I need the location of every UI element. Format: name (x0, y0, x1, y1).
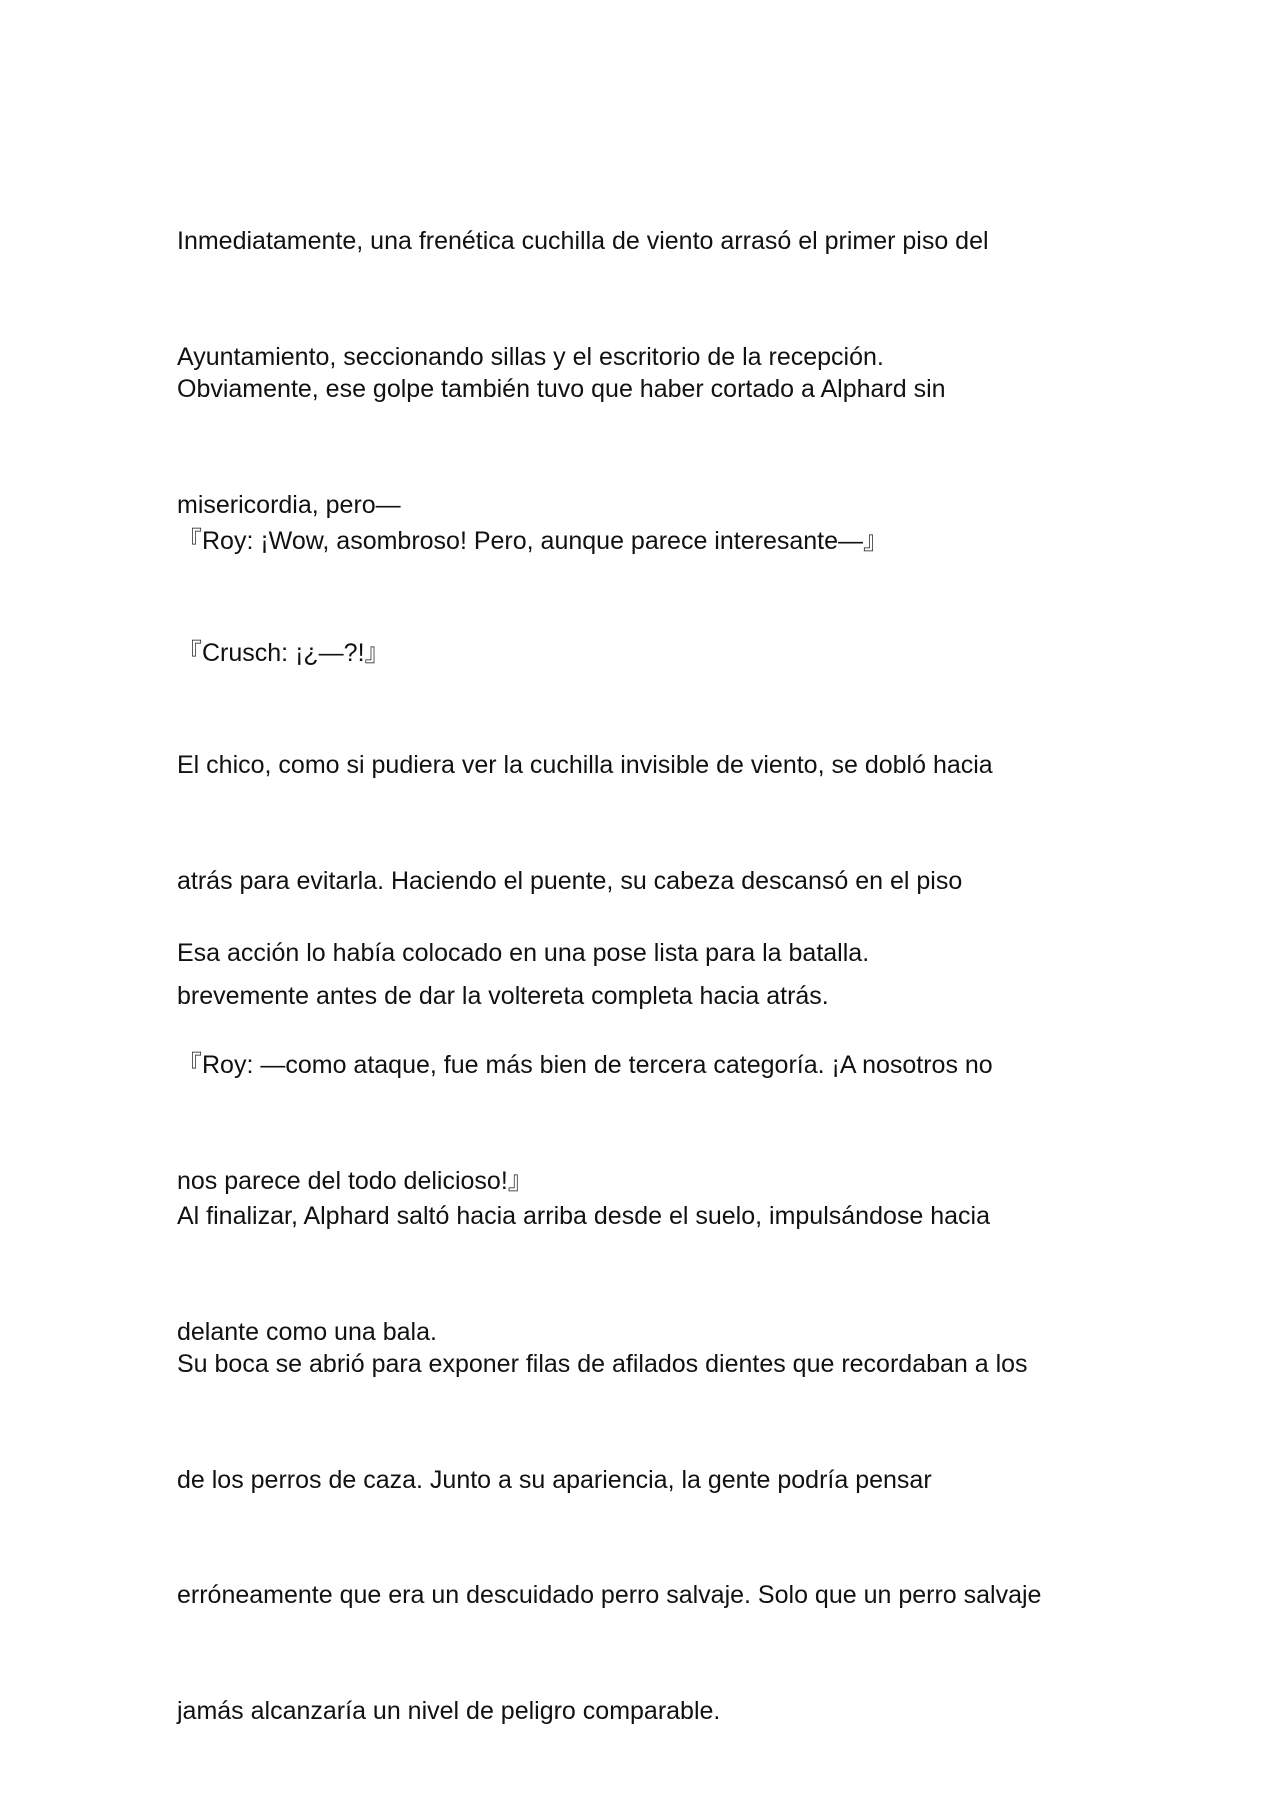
text-line: brevemente antes de dar la voltereta completa hacia atrás. (177, 982, 829, 1010)
text-line: Ayuntamiento, seccionando sillas y el escritorio de la recepción. (177, 342, 884, 371)
text-line: 『Crusch: ¡¿—?!』 (177, 639, 390, 667)
text-line: erróneamente que era un descuidado perro salvaje. Solo que un perro salvaje (177, 1581, 1042, 1609)
text-line: nos parece del todo delicioso!』 (177, 1166, 533, 1195)
text-line: Al finalizar, Alphard saltó hacia arriba desde el suelo, impulsándose hacia (177, 1202, 990, 1230)
text-line: 『Roy: ¡Wow, asombroso! Pero, aunque parece interesante—』 (177, 527, 888, 555)
text-line: jamás alcanzaría un nivel de peligro comparable. (177, 1696, 721, 1725)
text-line: de los perros de caza. Junto a su apariencia, la gente podría pensar (177, 1465, 932, 1494)
text-line: El chico, como si pudiera ver la cuchilla invisible de viento, se dobló hacia (177, 751, 993, 779)
text-line: misericordia, pero— (177, 490, 401, 519)
text-line: delante como una bala. (177, 1317, 437, 1346)
text-line: Inmediatamente, una frenética cuchilla de viento arrasó el primer piso del (177, 227, 989, 255)
text-line: atrás para evitarla. Haciendo el puente, su cabeza descansó en el piso (177, 866, 963, 895)
text-line: Obviamente, ese golpe también tuvo que haber cortado a Alphard sin (177, 375, 946, 403)
text-line: 『Roy: —como ataque, fue más bien de tercera categoría. ¡A nosotros no (177, 1051, 993, 1079)
text-line: Esa acción lo había colocado en una pose lista para la batalla. (177, 939, 870, 967)
paragraph-9 (177, 1268, 1117, 1807)
text-line: Su boca se abrió para exponer filas de afilados dientes que recordaban a los (177, 1350, 1028, 1378)
